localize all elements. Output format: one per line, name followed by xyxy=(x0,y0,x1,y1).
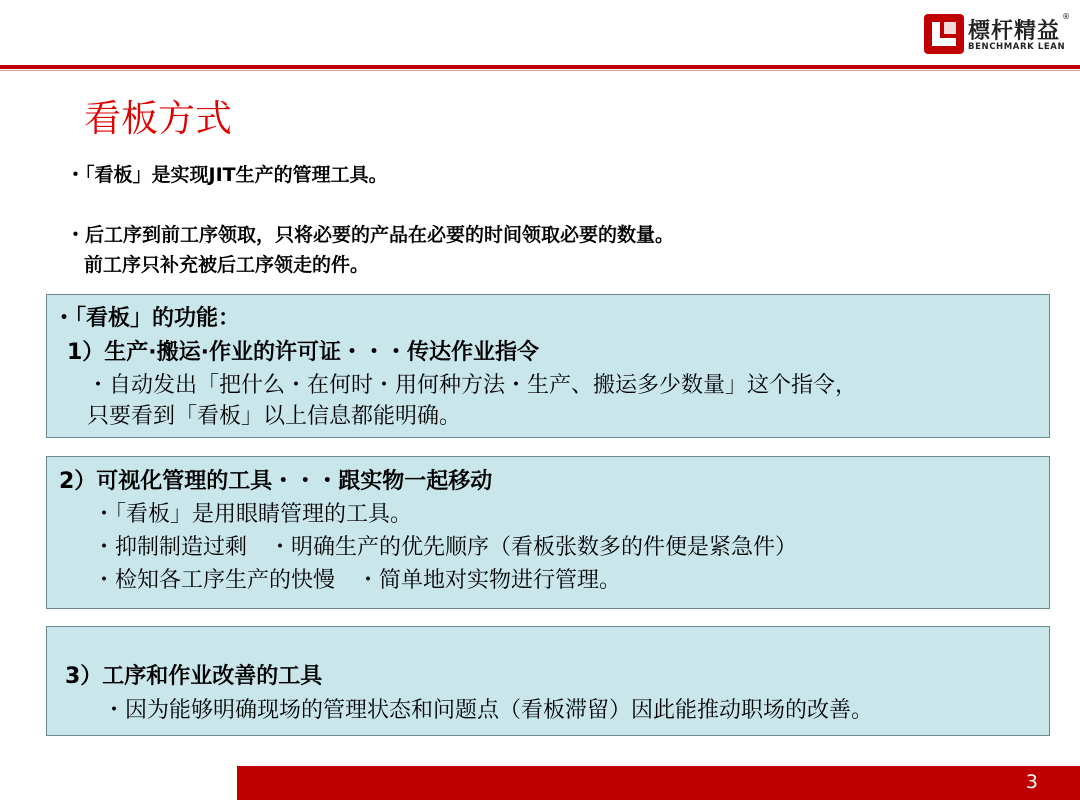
box3-heading: 3）工序和作业改善的工具 xyxy=(65,664,323,689)
intro-line-3: 前工序只补充被后工序领走的件。 xyxy=(84,254,370,276)
footer-bar xyxy=(237,766,1080,800)
box2-heading: 2）可视化管理的工具・・・跟实物一起移动 xyxy=(59,469,493,494)
box2-bullet-1: ・「看板」是用眼睛管理的工具。 xyxy=(93,502,413,527)
benchmark-lean-logo-icon xyxy=(924,14,964,54)
registered-mark: ® xyxy=(1062,12,1070,21)
page-number: 3 xyxy=(1025,771,1038,793)
header-divider-thin xyxy=(0,70,1080,71)
header-divider xyxy=(0,65,1080,69)
box1-heading: ・「看板」的功能： xyxy=(53,306,241,331)
logo-text-en: BENCHMARK LEAN xyxy=(968,42,1066,52)
logo-text-cn: 標杆精益 xyxy=(968,19,1061,44)
kanban-function-box-3 xyxy=(46,626,1050,736)
box1-bullet-2: 只要看到「看板」以上信息都能明确。 xyxy=(87,404,462,429)
intro-line-1: ・「看板」是实现JIT生产的管理工具。 xyxy=(66,164,388,186)
intro-line-2: ・后工序到前工序领取，只将必要的产品在必要的时间领取必要的数量。 xyxy=(66,224,675,246)
box1-bullet-1: ・自动发出「把什么・在何时・用何种方法・生产、搬运多少数量」这个指令， xyxy=(87,373,858,398)
box2-bullet-3: ・检知各工序生产的快慢 ・简单地对实物进行管理。 xyxy=(93,568,622,593)
page-title: 看板方式 xyxy=(84,97,232,140)
brand-logo xyxy=(924,12,1074,58)
kanban-function-box-2 xyxy=(46,456,1050,609)
box1-subheading: 1）生产·搬运·作业的许可证・・・传达作业指令 xyxy=(67,340,540,365)
box3-bullet-1: ・因为能够明确现场的管理状态和问题点（看板滞留）因此能推动职场的改善。 xyxy=(103,698,874,723)
box2-bullet-2: ・抑制制造过剩 ・明确生产的优先顺序（看板张数多的件便是紧急件） xyxy=(93,535,798,560)
kanban-function-box-1 xyxy=(46,294,1050,438)
